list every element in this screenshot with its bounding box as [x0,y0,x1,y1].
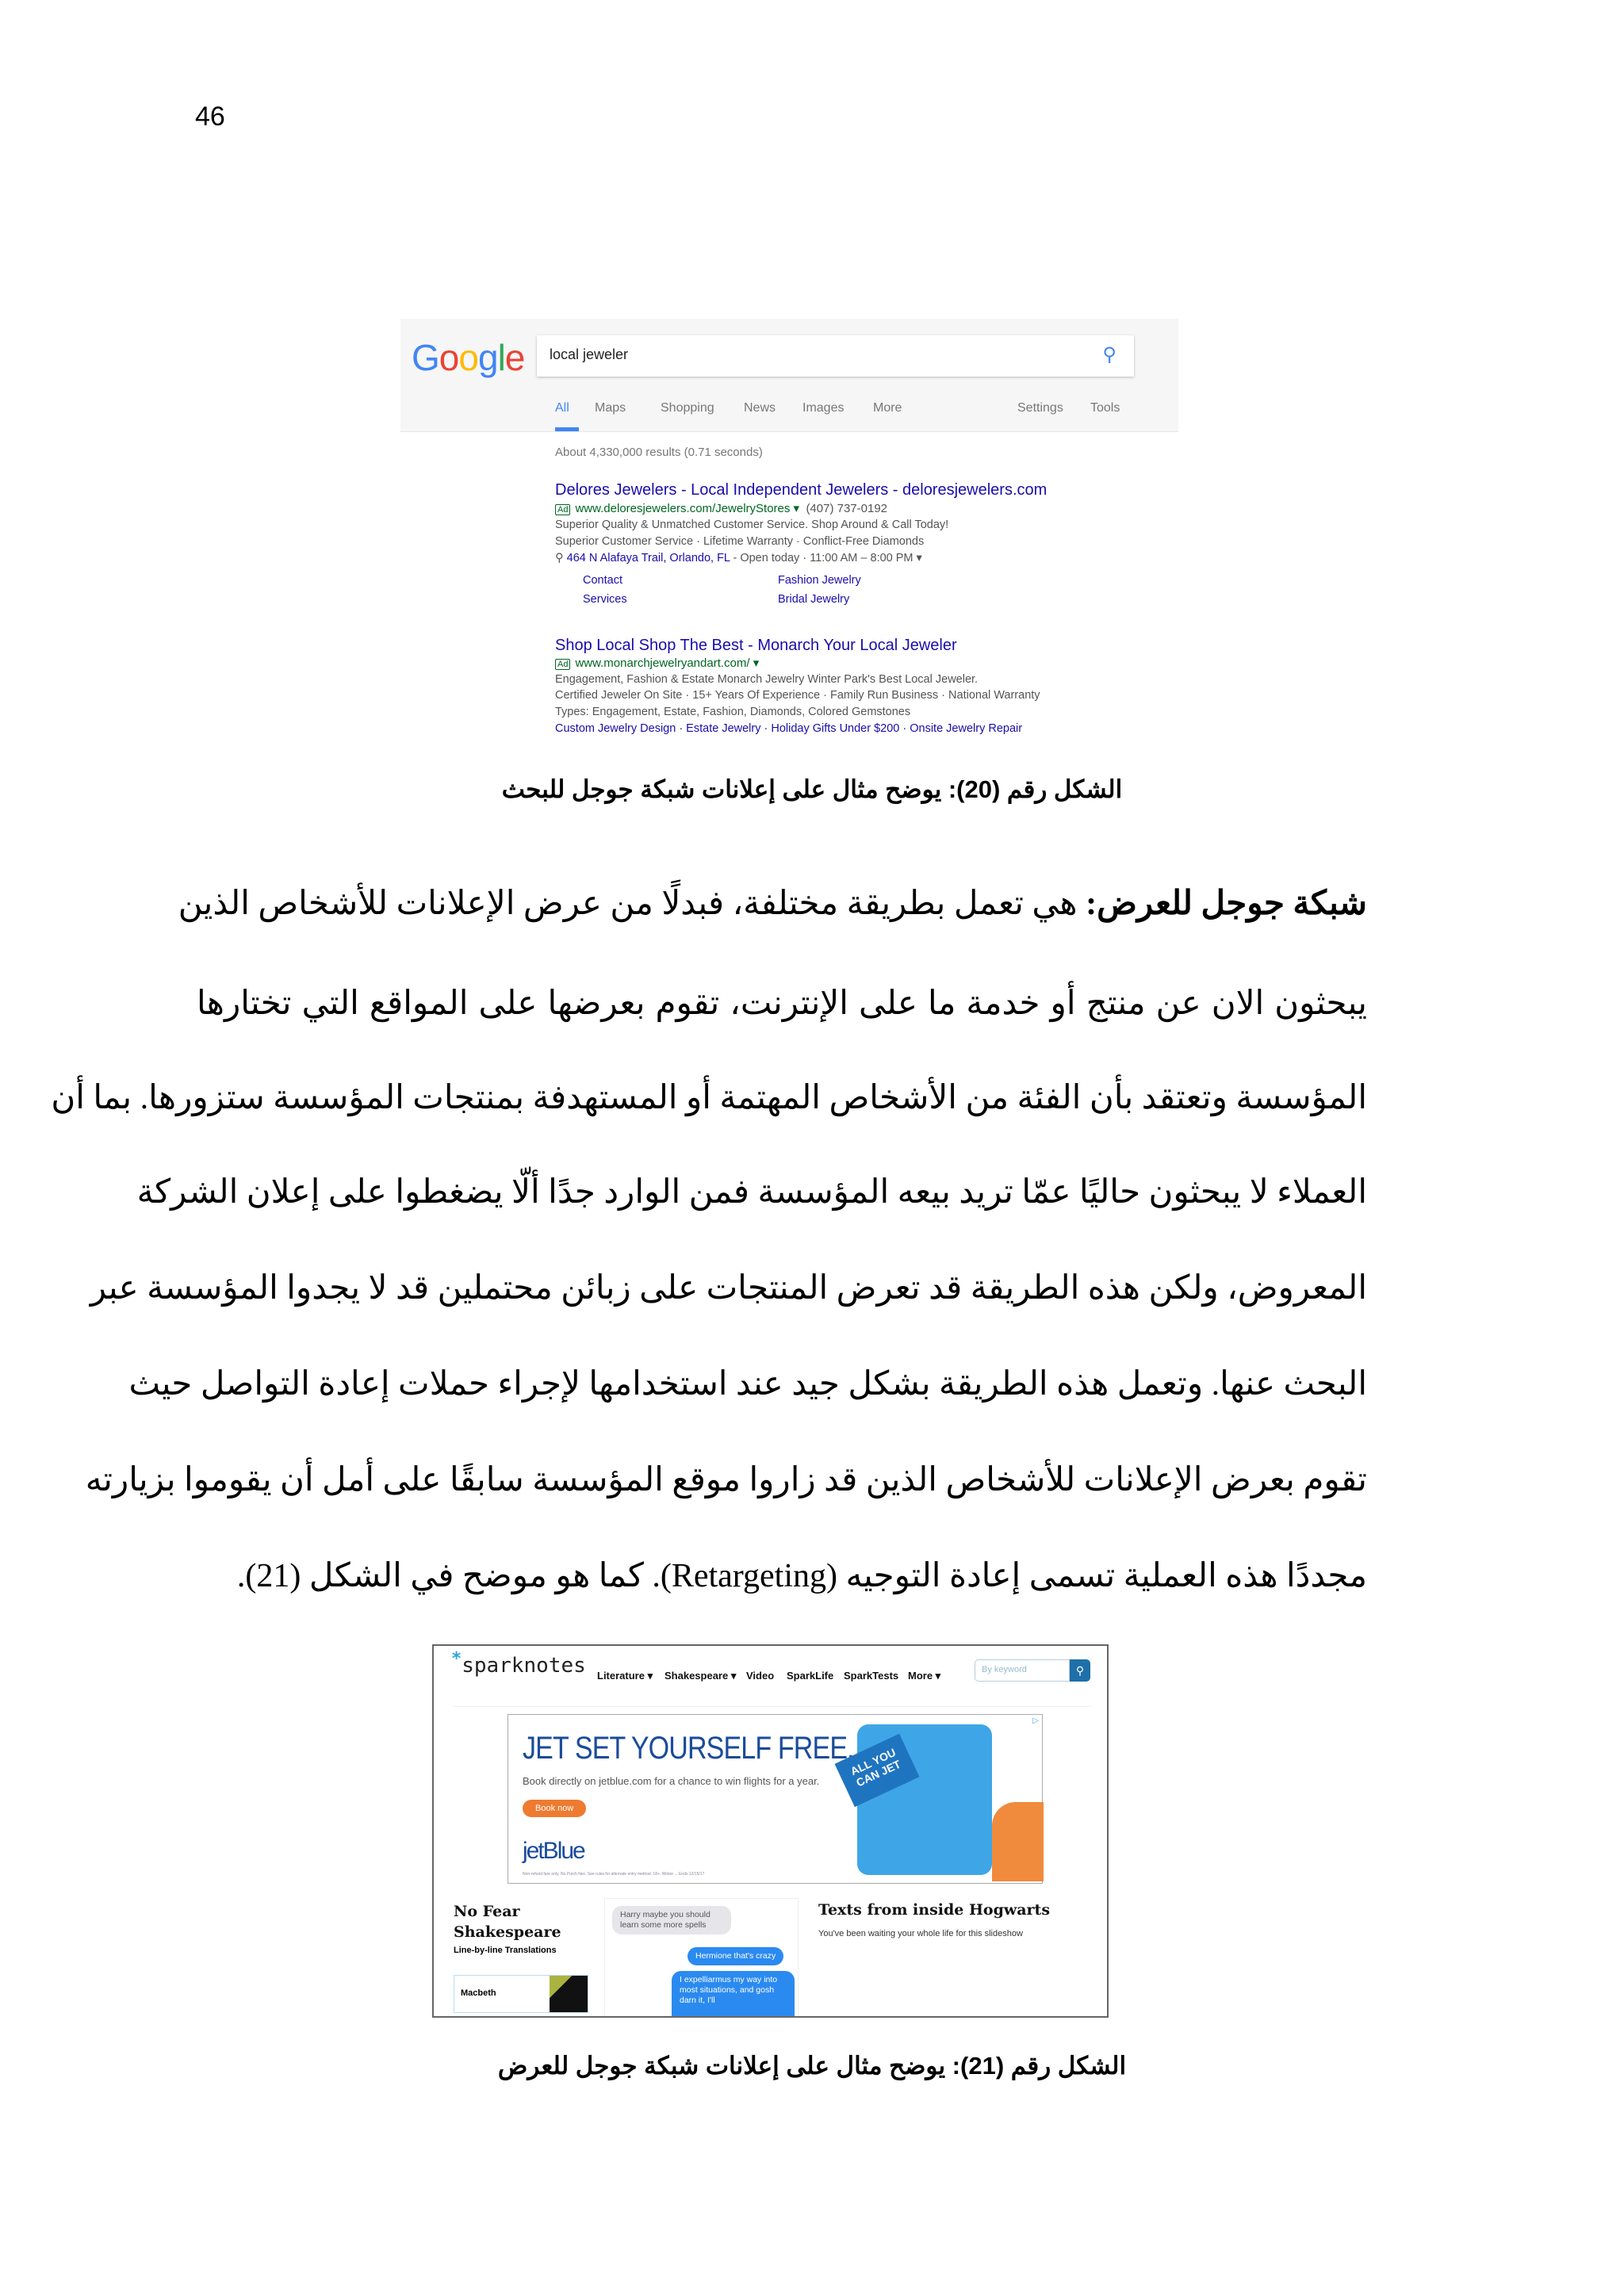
result-count: About 4,330,000 results (0.71 seconds) [555,446,763,459]
search-query: local jeweler [550,346,629,362]
sitelink[interactable]: Services [583,593,627,606]
paragraph-line: البحث عنها. وتعمل هذه الطريقة بشكل جيد عند استخدامها لإجراء حملات إعادة التواصل حيث [128,1366,1367,1402]
nav-sparklife[interactable]: SparkLife [787,1670,834,1682]
ad-hours: - Open today · 11:00 AM – 8:00 PM ▾ [730,552,922,564]
nav-shakespeare[interactable]: Shakespeare ▾ [665,1670,737,1682]
ad-title[interactable]: Shop Local Shop The Best - Monarch Your Local Jeweler [555,637,957,654]
paragraph-lead: شبكة جوجل للعرض: [1086,886,1367,922]
jetblue-logo: jetBlue [523,1838,584,1864]
ad-badge: Ad [555,504,570,515]
paragraph-line [178,880,1367,928]
tab-news[interactable]: News [744,401,776,415]
page-number: 46 [195,101,225,132]
ad-description: Superior Quality & Unmatched Customer Service. Shop Around & Call Today! [555,519,949,531]
sitelink[interactable]: Bridal Jewelry [778,593,850,606]
paragraph-line: المعروض، ولكن هذه الطريقة قد تعرض المنتجات على زبائن محتملين قد لا يجدوا المؤسسة عبر [90,1270,1367,1307]
sparknotes-logo[interactable] [451,1649,586,1678]
search-icon: ⚲ [1075,1664,1085,1677]
sitelink[interactable]: Fashion Jewelry [778,574,861,587]
figure-20-google-screenshot [400,319,1178,743]
sitelink[interactable]: Contact [583,574,622,587]
ad-subtext: Book directly on jetblue.com for a chance to win flights for a year. [523,1775,820,1787]
ad-description: Types: Engagement, Estate, Fashion, Diamonds, Colored Gemstones [555,706,911,718]
ad-description: Engagement, Fashion & Estate Monarch Jewelry Winter Park's Best Local Jeweler. [555,673,979,686]
nav-literature[interactable]: Literature ▾ [597,1670,653,1682]
logo-text: sparknotes [462,1654,586,1678]
active-tab-indicator [555,427,579,431]
ad-url[interactable]: www.monarchjewelryandart.com/ ▾ [575,656,760,670]
google-logo: Google [412,337,525,378]
ad-address[interactable]: 464 N Alafaya Trail, Orlando, FL [566,552,730,564]
tab-more[interactable]: More [873,401,902,415]
tab-images[interactable]: Images [802,401,845,415]
tab-all[interactable]: All [555,401,569,415]
book-now-button[interactable]: Book now [523,1800,586,1817]
search-icon[interactable]: ⚲ [1102,344,1116,365]
card-label: Macbeth [461,1988,496,1998]
tab-settings[interactable]: Settings [1017,401,1063,415]
chat-bubble: I expelliarmus my way into most situations, and gosh darn it, I'll [672,1971,795,2018]
chat-bubble: Hermione that's crazy [688,1947,783,1965]
nofear-subtitle: Line-by-line Translations [454,1946,557,1955]
jetblue-banner-ad[interactable] [508,1714,1043,1884]
orange-bag-illustration [992,1802,1044,1881]
ad-description: Certified Jeweler On Site · 15+ Years Of Experience · Family Run Business · National Warranty [555,689,1040,702]
ad-description: Superior Customer Service · Lifetime Warranty · Conflict-Free Diamonds [555,535,925,548]
ad-address-row [555,552,922,564]
ad-badge: Ad [555,659,570,670]
adchoices-icon[interactable]: ▷ [1032,1716,1039,1725]
tab-tools[interactable]: Tools [1090,401,1120,415]
feature-subtitle: You've been waiting your whole life for this slideshow [818,1929,1023,1938]
paragraph-line: العملاء لا يبحثون حاليًا عمّا تريد بيعه المؤسسة فمن الوارد جدًا ألّا يضغطوا على إعلان الشركة [136,1174,1367,1211]
keyword-search-input[interactable]: By keyword [975,1659,1070,1682]
nofear-title[interactable]: No Fear Shakespeare [454,1903,561,1941]
divider [454,1706,1092,1707]
ad-phone: (407) 737-0192 [806,502,888,515]
ad-url[interactable]: www.deloresjewelers.com/JewelryStores ▾ [575,502,800,515]
nav-video[interactable]: Video [746,1670,775,1682]
tab-maps[interactable]: Maps [595,401,626,415]
nav-more[interactable]: More ▾ [908,1670,941,1682]
ad-fine-print: Non-refund fare only. No Purch Nec. See rules for alternate entry method. 18+. Winter ... Ends 12/15/17 [523,1872,705,1877]
figure-21-caption: الشكل رقم (21): يوضح مثال على إعلانات شبكة جوجل للعرض [497,2052,1127,2080]
figure-21-sparknotes-screenshot [432,1644,1109,2018]
macbeth-card[interactable] [454,1975,588,2013]
nav-sparktests[interactable]: SparkTests [844,1670,899,1682]
paragraph-line: يبحثون الان عن منتج أو خدمة ما على الإنترنت، تقوم بعرضها على المواقع التي تختارها [197,985,1367,1022]
location-pin-icon: ⚲ [555,552,564,564]
ad-links[interactable]: Custom Jewelry Design · Estate Jewelry · Holiday Gifts Under $200 · Onsite Jewelry Repair [555,722,1023,735]
paragraph-line: المؤسسة وتعتقد بأن الفئة من الأشخاص المهتمة أو المستهدفة بمنتجات المؤسسة ستزورها. بما أن [51,1080,1367,1116]
chat-bubble: Harry maybe you should learn some more spells [612,1906,731,1934]
asterisk-icon: * [451,1649,462,1669]
search-input[interactable] [537,335,1134,377]
luggage-tag: ALL YOU CAN JET [835,1734,920,1807]
paragraph-line: تقوم بعرض الإعلانات للأشخاص الذين قد زاروا موقع المؤسسة سابقًا على أمل أن يقوموا بزيارته [85,1462,1367,1498]
figure-20-caption: الشكل رقم (20): يوضح مثال على إعلانات شبكة جوجل للبحث [501,775,1123,803]
ad-url-row [555,656,759,670]
paragraph-text: هي تعمل بطريقة مختلفة، فبدلًا من عرض الإعلانات للأشخاص الذين [178,886,1086,922]
feature-title[interactable]: Texts from inside Hogwarts [818,1901,1051,1919]
ad-headline: JET SET YOURSELF FREE. [523,1731,854,1766]
ad-url-row [555,501,887,515]
search-button[interactable] [1070,1659,1090,1682]
tab-shopping[interactable]: Shopping [661,401,714,415]
paragraph-line: مجددًا هذه العملية تسمى إعادة التوجيه (Retargeting). كما هو موضح في الشكل (21). [236,1558,1367,1594]
ad-title[interactable]: Delores Jewelers - Local Independent Jewelers - deloresjewelers.com [555,481,1048,499]
macbeth-image [550,1976,588,2012]
